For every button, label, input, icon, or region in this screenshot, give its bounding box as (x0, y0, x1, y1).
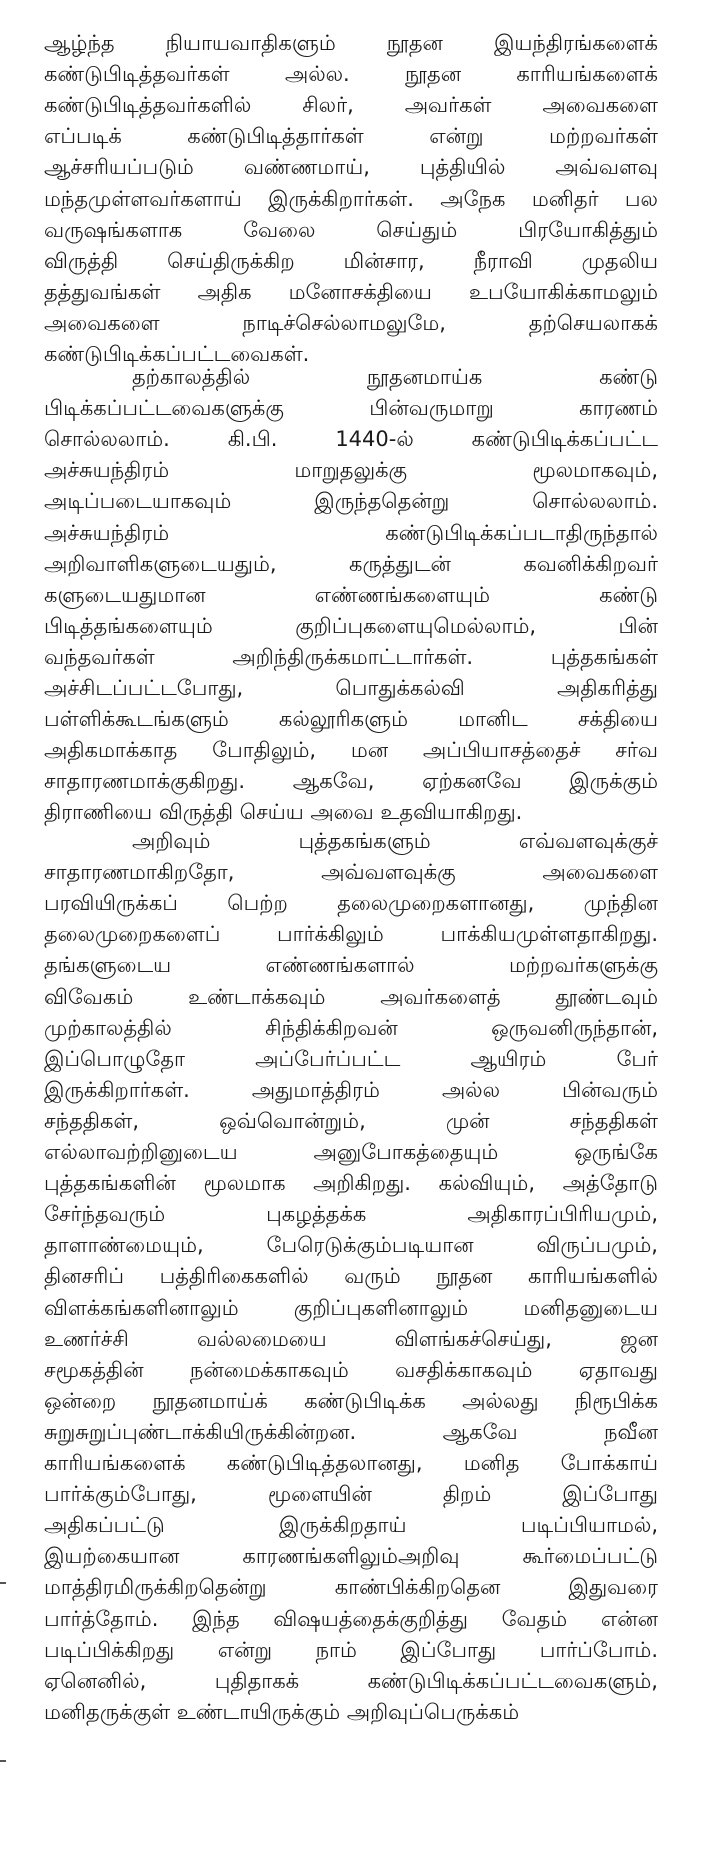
text-line: பார்க்கும்போது, மூளையின் திறம் இப்போது (44, 1482, 658, 1507)
text-line: அதிகப்பட்டு இருக்கிறதாய் படிப்பியாமல், (44, 1513, 658, 1538)
text-line: சந்ததிகள், ஒவ்வொன்றும், முன் சந்ததிகள் (44, 1108, 658, 1133)
text-line: விருத்தி செய்திருக்கிற மின்சார, நீராவி முதலிய (44, 248, 658, 273)
text-line: மாத்திரமிருக்கிறதென்று காண்பிக்கிறதென இதுவரை (44, 1575, 658, 1600)
text-line: வந்தவர்கள் அறிந்திருக்கமாட்டார்கள். புத்தகங்கள் (44, 644, 658, 669)
text-line: அச்சுயந்திரம் மாறுதலுக்கு மூலமாகவும், (44, 458, 658, 483)
text-line: பிடித்தங்களையும் குறிப்புகளையுமெல்லாம், பின் (44, 613, 658, 638)
text-line: எப்படிக் கண்டுபிடித்தார்கள் என்று மற்றவர்கள் (44, 124, 658, 149)
text-line: புத்தகங்களின் மூலமாக அறிகிறது. கல்வியும், அத்தோடு (44, 1171, 658, 1196)
text-line: பார்த்தோம். இந்த விஷயத்தைக்குறித்து வேதம் என்ன (44, 1606, 658, 1631)
text-line: தினசரிப் பத்திரிகைகளில் வரும் நூதன காரியங்களில் (44, 1264, 658, 1289)
text-line: கண்டுபிடித்தவர்களில் சிலர், அவர்கள் அவைகளை (44, 93, 658, 118)
text-line: தத்துவங்கள் அதிக மனோசக்தியை உபயோகிக்காமலும் (44, 279, 658, 304)
text-line: முற்காலத்தில் சிந்திக்கிறவன் ஒருவனிருந்தான், (44, 1015, 658, 1040)
text-line: சாதாரணமாக்குகிறது. ஆகவே, ஏற்கனவே இருக்கும் (44, 769, 658, 794)
text-line: களுடையதுமான எண்ணங்களையும் கண்டு (44, 582, 658, 607)
text-line: இப்பொழுதோ அப்பேர்ப்பட்ட ஆயிரம் பேர் (44, 1046, 658, 1071)
margin-mark (0, 1582, 6, 1584)
text-line: தலைமுறைகளைப் பார்க்கிலும் பாக்கியமுள்ளதாகிறது. (44, 922, 658, 947)
text-line: உணர்ச்சி வல்லமையை விளங்கச்செய்து, ஜன (44, 1326, 658, 1351)
margin-mark (0, 1760, 6, 1762)
text-line: தாளாண்மையும், பேரெடுக்கும்படியான விருப்பமும், (44, 1233, 658, 1258)
text-line: காரியங்களைக் கண்டுபிடித்தலானது, மனித போக்காய் (44, 1451, 658, 1475)
text-line: தற்காலத்தில் நூதனமாய்க கண்டு (132, 365, 658, 389)
text-line: இருக்கிறார்கள். அதுமாத்திரம் அல்ல பின்வரும் (44, 1077, 658, 1102)
text-line: அடிப்படையாகவும் இருந்ததென்று சொல்லலாம். (44, 489, 658, 514)
text-line: விளக்கங்களினாலும் குறிப்புகளினாலும் மனிதனுடைய (44, 1295, 658, 1320)
text-line: எல்லாவற்றினுடைய அனுபோகத்தையும் ஒருங்கே (44, 1140, 658, 1164)
text-line: மனிதருக்குள் உண்டாயிருக்கும் அறிவுப்பெருக்கம் (44, 1699, 520, 1724)
text-line: ஆழ்ந்த நியாயவாதிகளும் நூதன இயந்திரங்களைக் (44, 31, 658, 55)
text-line: சேர்ந்தவரும் புகழத்தக்க அதிகாரப்பிரியமும், (44, 1202, 658, 1227)
text-line: சொல்லலாம். கி.பி. 1440-ல் கண்டுபிடிக்கப்பட்ட (44, 427, 658, 452)
text-line: ஆச்சரியப்படும் வண்ணமாய், புத்தியில் அவ்வளவு (44, 155, 658, 180)
text-line: வருஷங்களாக வேலை செய்தும் பிரயோகித்தும் (44, 217, 658, 242)
text-line: தங்களுடைய எண்ணங்களால் மற்றவர்களுக்கு (44, 953, 658, 978)
text-line: அவைகளை நாடிச்செல்லாமலுமே, தற்செயலாகக் (44, 310, 658, 335)
text-line: அறிவும் புத்தகங்களும் எவ்வளவுக்குச் (132, 829, 658, 853)
text-line: பிடிக்கப்பட்டவைகளுக்கு பின்வருமாறு காரணம் (44, 396, 658, 421)
text-line: ஒன்றை நூதனமாய்க் கண்டுபிடிக்க அல்லது நிரூபிக்க (44, 1388, 658, 1413)
text-line: சமூகத்தின் நன்மைக்காகவும் வசதிக்காகவும் ஏதாவது (44, 1357, 658, 1382)
text-line: அச்சிடப்பட்டபோது, பொதுக்கல்வி அதிகரித்து (44, 676, 658, 700)
text-line: ஏனெனில், புதிதாகக் கண்டுபிடிக்கப்பட்டவைகளும், (44, 1668, 658, 1693)
text-line: சாதாரணமாகிறதோ, அவ்வளவுக்கு அவைகளை (44, 860, 658, 885)
text-line: மந்தமுள்ளவர்களாய் இருக்கிறார்கள். அநேக மனிதர் பல (44, 186, 658, 211)
text-line: அதிகமாக்காத போதிலும், மன அப்பியாசத்தைச் சர்வ (44, 738, 658, 763)
text-line: இயற்கையான காரணங்களிலும்அறிவு கூர்மைப்பட்டு (44, 1544, 658, 1569)
text-line: திராணியை விருத்தி செய்ய அவை உதவியாகிறது. (44, 800, 523, 825)
text-line: விவேகம் உண்டாக்கவும் அவர்களைத் தூண்டவும் (44, 984, 658, 1009)
text-line: படிப்பிக்கிறது என்று நாம் இப்போது பார்ப்போம். (44, 1637, 658, 1662)
text-line: கண்டுபிடிக்கப்பட்டவைகள். (44, 342, 310, 366)
text-line: பள்ளிக்கூடங்களும் கல்லூரிகளும் மானிட சக்தியை (44, 707, 658, 732)
text-line: பரவியிருக்கப் பெற்ற தலைமுறைகளானது, முந்தின (44, 891, 658, 916)
text-line: அச்சுயந்திரம் கண்டுபிடிக்கப்படாதிருந்தால் (44, 520, 658, 545)
text-line: அறிவாளிகளுடையதும், கருத்துடன் கவனிக்கிறவர் (44, 551, 658, 576)
text-line: சுறுசுறுப்புண்டாக்கியிருக்கின்றன. ஆகவே நவீன (44, 1419, 658, 1444)
text-line: கண்டுபிடித்தவர்கள் அல்ல. நூதன காரியங்களைக் (44, 62, 658, 87)
